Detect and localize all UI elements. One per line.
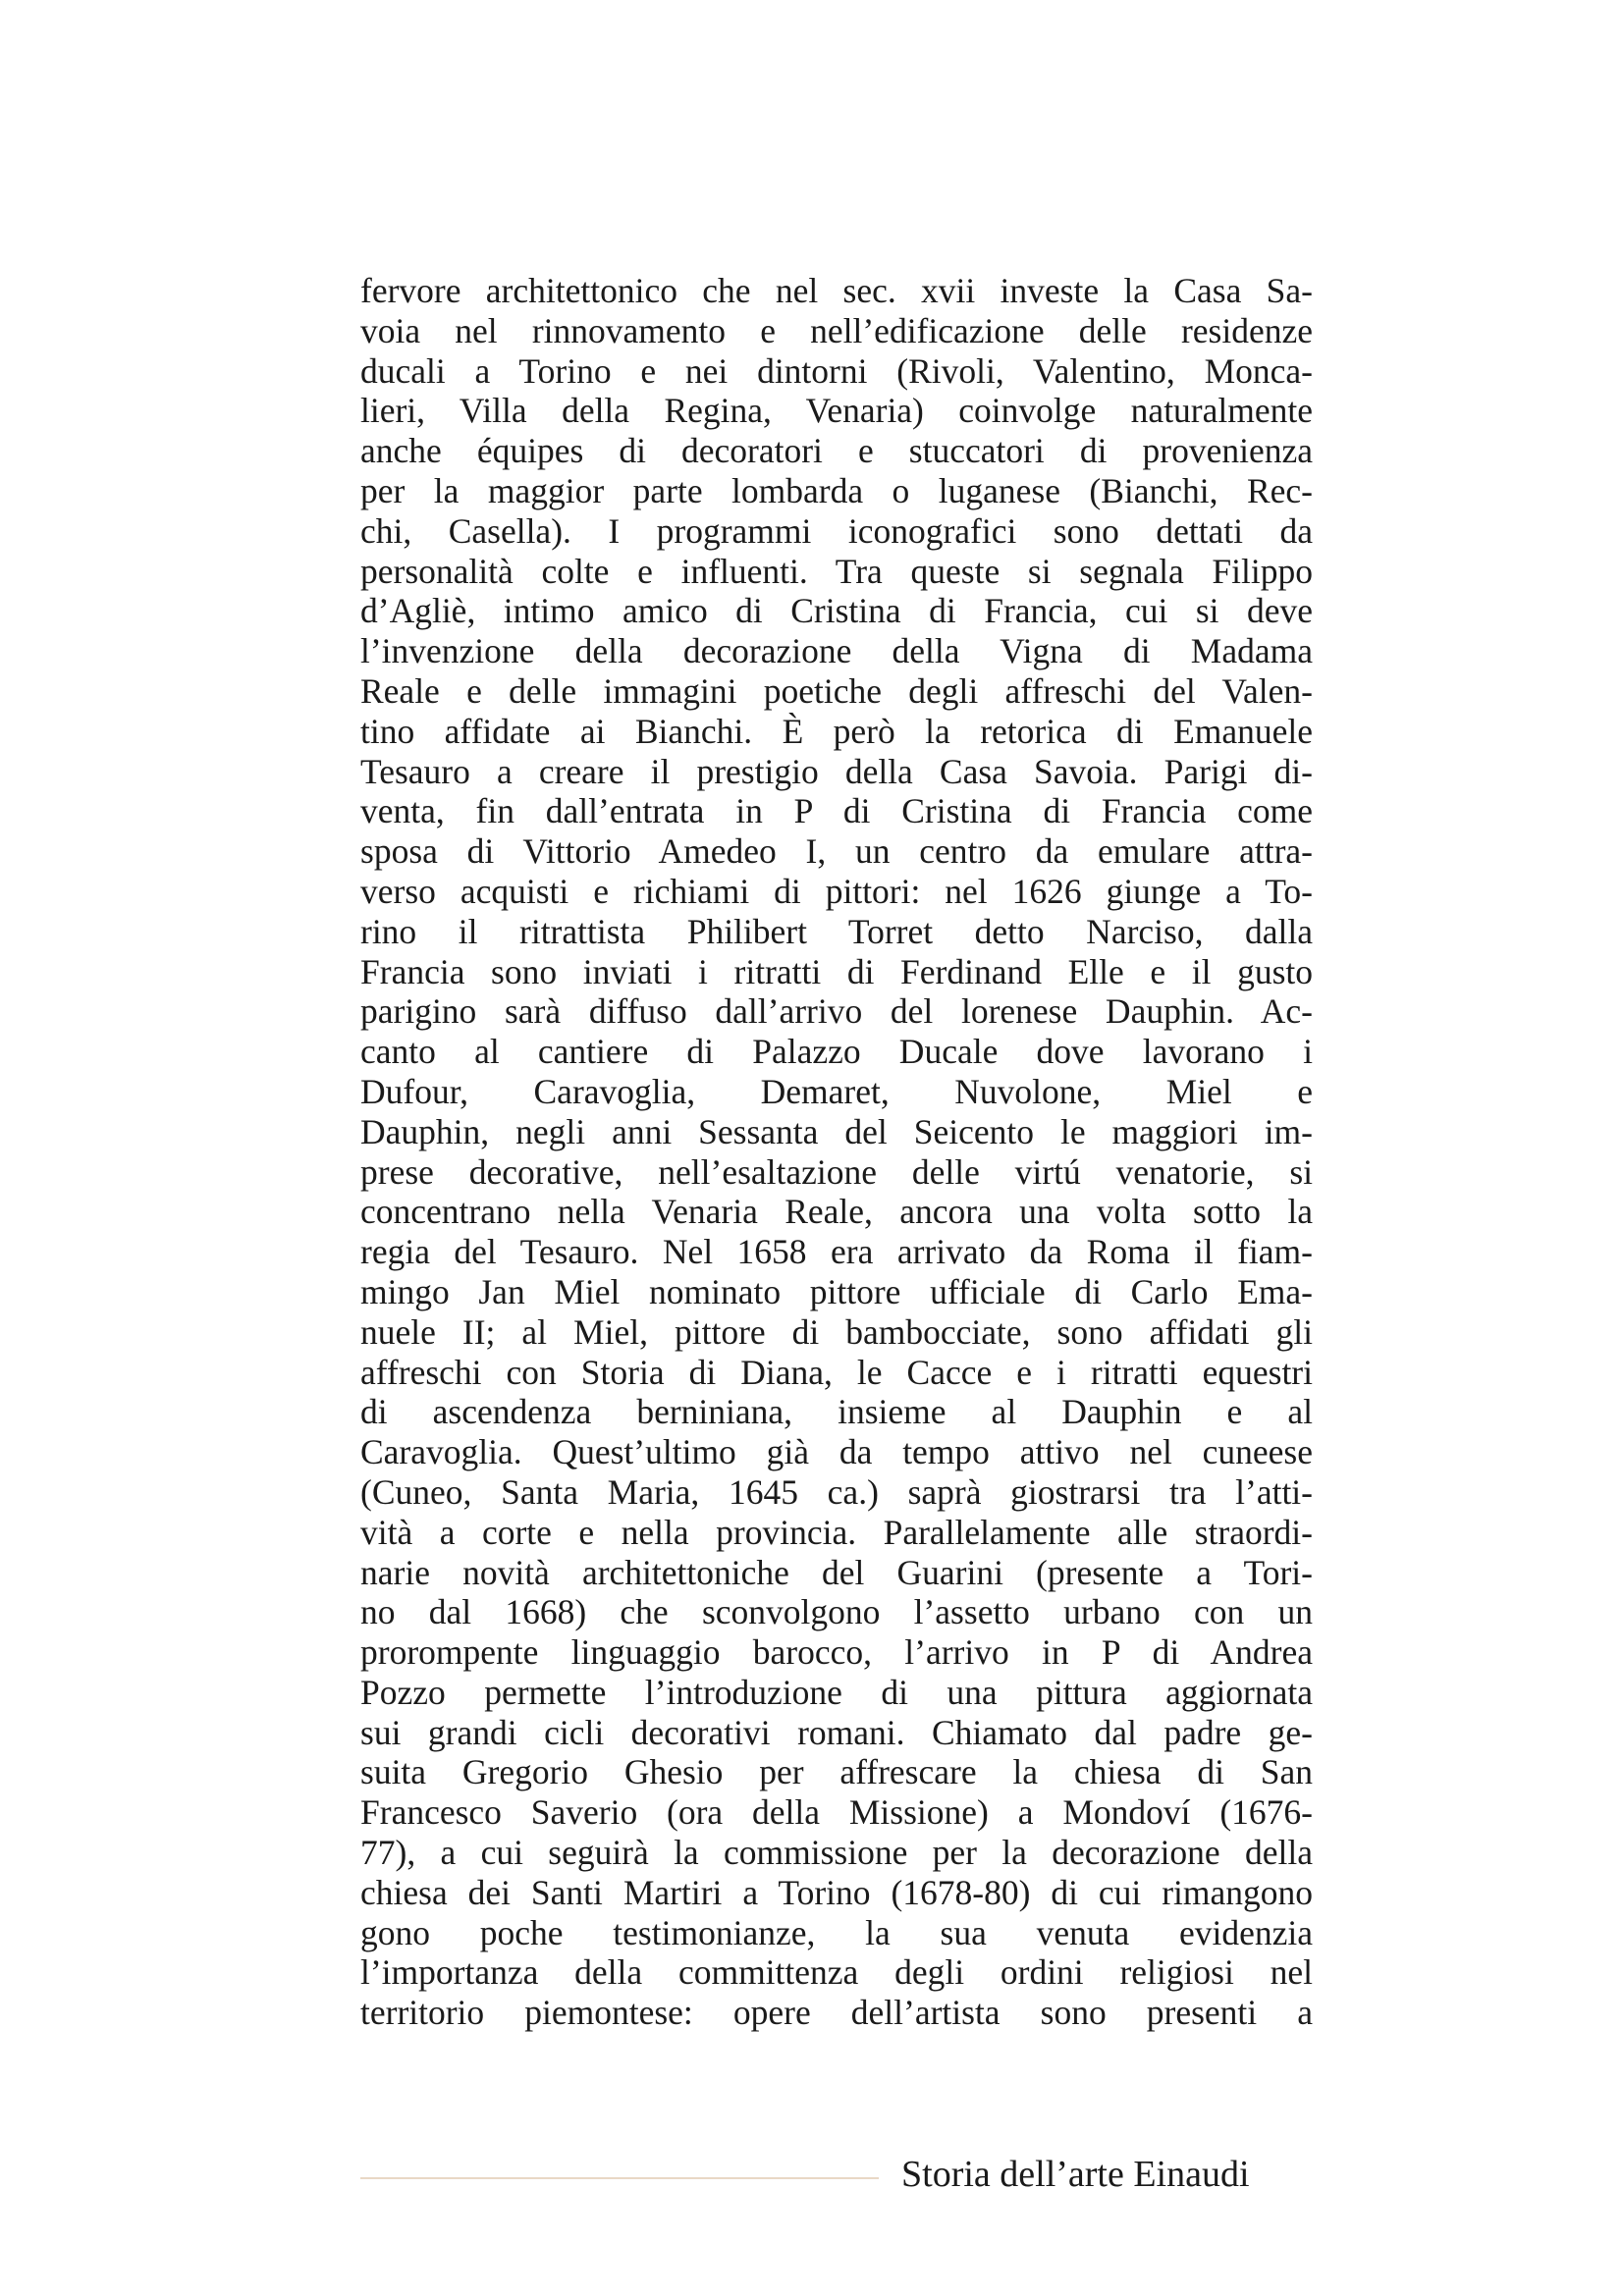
text-line: suita Gregorio Ghesio per affrescare la chiesa di San: [360, 1752, 1313, 1792]
text-line: canto al cantiere di Palazzo Ducale dove lavorano i: [360, 1032, 1313, 1072]
text-line: Dauphin, negli anni Sessanta del Seicento le maggiori im-: [360, 1111, 1313, 1151]
text-line: Pozzo permette l’introduzione di una pittura aggiornata: [360, 1672, 1313, 1712]
text-line: prese decorative, nell’esaltazione delle virtú venatorie, si: [360, 1151, 1313, 1192]
text-line: regia del Tesauro. Nel 1658 era arrivato da Roma il fiam-: [360, 1232, 1313, 1272]
text-line: (Cuneo, Santa Maria, 1645 ca.) saprà giostrarsi tra l’atti-: [360, 1471, 1313, 1512]
text-line: affreschi con Storia di Diana, le Cacce e i ritratti equestri: [360, 1352, 1313, 1392]
text-line: mingo Jan Miel nominato pittore ufficiale di Carlo Ema-: [360, 1271, 1313, 1311]
text-line: Tesauro a creare il prestigio della Casa Savoia. Parigi di-: [360, 751, 1313, 791]
text-line: sui grandi cicli decorativi romani. Chiamato dal padre ge-: [360, 1712, 1313, 1752]
text-line: per la maggior parte lombarda o luganese (Bianchi, Rec-: [360, 470, 1313, 510]
text-line: l’invenzione della decorazione della Vigna di Madama: [360, 631, 1313, 671]
text-line: Francia sono inviati i ritratti di Ferdinand Elle e il gusto: [360, 951, 1313, 991]
text-line: nuele II; al Miel, pittore di bambocciate, sono affidati gli: [360, 1311, 1313, 1352]
text-line: fervore architettonico che nel sec. xvii investe la Casa Sa-: [360, 271, 1313, 310]
text-line: gono poche testimonianze, la sua venuta evidenzia: [360, 1912, 1313, 1952]
text-line: sposa di Vittorio Amedeo I, un centro da emulare attra-: [360, 831, 1313, 872]
text-line: Dufour, Caravoglia, Demaret, Nuvolone, Miel e: [360, 1071, 1313, 1111]
text-line: l’importanza della committenza degli ordini religiosi nel: [360, 1952, 1313, 1993]
text-line: 77), a cui seguirà la commissione per la decorazione della: [360, 1833, 1313, 1873]
text-line: venta, fin dall’entrata in P di Cristina di Francia come: [360, 791, 1313, 831]
text-line: prorompente linguaggio barocco, l’arrivo in P di Andrea: [360, 1632, 1313, 1673]
text-line: Reale e delle immagini poetiche degli affreschi del Valen-: [360, 670, 1313, 711]
text-line: Caravoglia. Quest’ultimo già da tempo attivo nel cuneese: [360, 1432, 1313, 1472]
text-line: chiesa dei Santi Martiri a Torino (1678-80) di cui rimangono: [360, 1872, 1313, 1912]
text-line: lieri, Villa della Regina, Venaria) coinvolge naturalmente: [360, 391, 1313, 431]
text-line: personalità colte e influenti. Tra queste si segnala Filippo: [360, 551, 1313, 591]
text-line: vità a corte e nella provincia. Parallelamente alle straordi-: [360, 1512, 1313, 1552]
text-line: territorio piemontese: opere dell’artista sono presenti a: [360, 1993, 1313, 2033]
text-line: anche équipes di decoratori e stuccatori di provenienza: [360, 431, 1313, 471]
text-line: Francesco Saverio (ora della Missione) a Mondoví (1676-: [360, 1792, 1313, 1833]
footer-divider: [360, 2177, 879, 2179]
text-line: narie novità architettoniche del Guarini (presente a Tori-: [360, 1552, 1313, 1592]
text-line: parigino sarà diffuso dall’arrivo del lorenese Dauphin. Ac-: [360, 991, 1313, 1032]
text-line: di ascendenza berniniana, insieme al Dauphin e al: [360, 1392, 1313, 1432]
footer-title: Storia dell’arte Einaudi: [901, 2154, 1250, 2195]
text-line: d’Agliè, intimo amico di Cristina di Francia, cui si deve: [360, 591, 1313, 631]
text-line: concentrano nella Venaria Reale, ancora una volta sotto la: [360, 1192, 1313, 1232]
text-line: verso acquisti e richiami di pittori: nel 1626 giunge a To-: [360, 871, 1313, 911]
text-line: tino affidate ai Bianchi. È però la retorica di Emanuele: [360, 711, 1313, 751]
text-line: no dal 1668) che sconvolgono l’assetto urbano con un: [360, 1592, 1313, 1632]
text-line: chi, Casella). I programmi iconografici sono dettati da: [360, 510, 1313, 551]
text-line: ducali a Torino e nei dintorni (Rivoli, Valentino, Monca-: [360, 350, 1313, 391]
body-text: [360, 271, 1313, 2033]
text-line: rino il ritrattista Philibert Torret detto Narciso, dalla: [360, 911, 1313, 951]
text-line: voia nel rinnovamento e nell’edificazione delle residenze: [360, 310, 1313, 350]
